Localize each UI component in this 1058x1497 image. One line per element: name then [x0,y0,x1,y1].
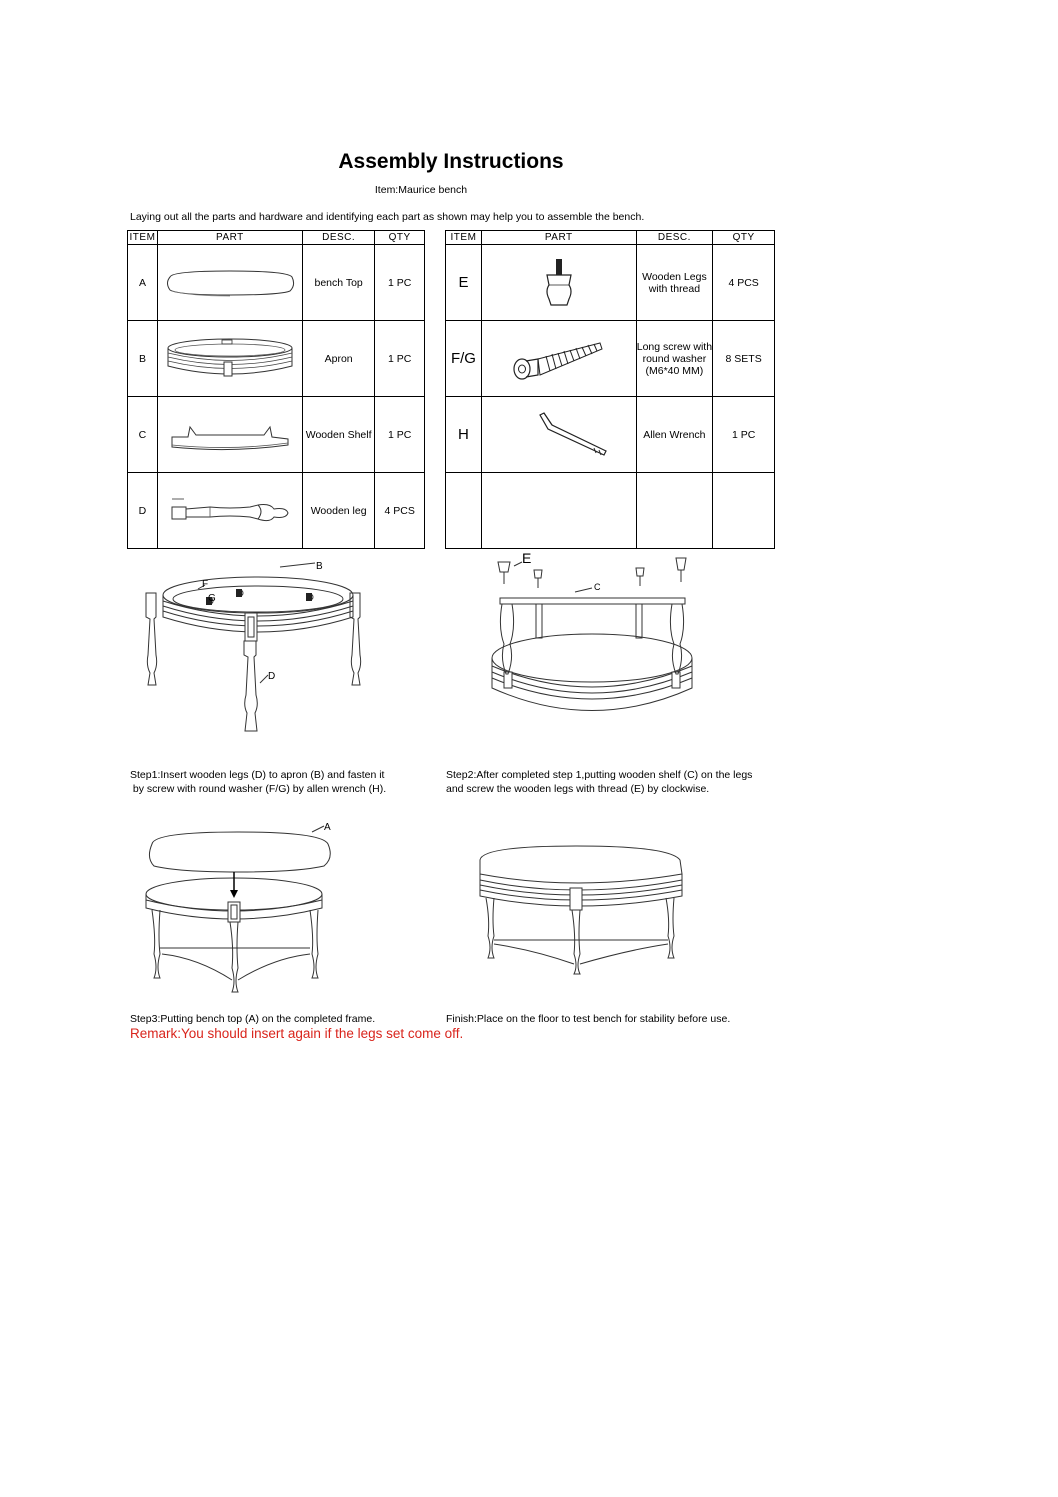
step1-line1: Step1:Insert wooden legs (D) to apron (B) and fasten it [130,769,385,781]
table-row [128,397,425,473]
step1-line2: by screw with round washer (F/G) by allen wrench (H). [130,783,387,795]
step3-caption: Step3:Putting bench top (A) on the completed frame. [130,1013,376,1025]
finish-illustration [470,840,695,990]
part-qty: 1 PC [713,397,775,473]
part-image [481,321,636,397]
wooden-shelf-icon [160,415,300,455]
figure-label-e: E [522,550,532,566]
item-code: E [446,245,482,321]
remark-text: Remark:You should insert again if the legs set come off. [130,1026,464,1041]
page-title: Assembly Instructions [338,150,564,173]
table-row [128,245,425,321]
step3-illustration [138,818,358,998]
figure-label-b: B [316,561,323,572]
step1-illustration [130,555,380,745]
step2-line2: and screw the wooden legs with thread (E) by clockwise. [446,783,710,795]
part-desc: Wooden Legs with thread [636,245,713,321]
step1-caption [130,768,386,796]
header-desc: DESC. [302,231,375,245]
part-image [157,473,302,549]
part-desc: Wooden leg [302,473,375,549]
item-code: D [128,473,158,549]
part-desc: bench Top [302,245,375,321]
table-row [128,473,425,549]
item-code: A [128,245,158,321]
table-row [128,321,425,397]
part-image [481,473,636,549]
item-code: F/G [446,321,482,397]
parts-table-right [445,230,775,549]
item-code: B [128,321,158,397]
part-qty: 4 PCS [713,245,775,321]
bench-top-icon [160,263,300,303]
part-desc: Apron [302,321,375,397]
table-header-row [128,231,425,245]
table-header-row [446,231,775,245]
part-qty: 1 PC [375,321,425,397]
table-row [446,397,775,473]
figure-label-g: G [208,593,216,604]
wooden-leg-icon [160,491,300,531]
item-code: H [446,397,482,473]
part-image [157,397,302,473]
item-code [446,473,482,549]
table-row [446,321,775,397]
header-item: ITEM [446,231,482,245]
header-desc: DESC. [636,231,713,245]
part-desc: Allen Wrench [636,397,713,473]
item-code: C [128,397,158,473]
apron-icon [160,334,300,384]
part-image [481,397,636,473]
figure-label-a: A [324,822,331,833]
table-row [446,473,775,549]
part-image [157,321,302,397]
figure-label-d: D [268,671,276,682]
header-part: PART [157,231,302,245]
threaded-leg-icon [529,253,589,313]
table-row [446,245,775,321]
part-desc [636,473,713,549]
part-desc: Long screw with round washer (M6*40 MM) [636,321,713,397]
finish-caption: Finish:Place on the floor to test bench for stability before use. [446,1013,731,1025]
allen-wrench-icon [504,405,614,465]
part-qty: 4 PCS [375,473,425,549]
parts-table-left [127,230,425,549]
intro-text: Laying out all the parts and hardware and identifying each part as shown may help you to assemble the bench. [130,211,645,223]
part-qty [713,473,775,549]
part-desc: Wooden Shelf [302,397,375,473]
header-item: ITEM [128,231,158,245]
part-image [157,245,302,321]
header-qty: QTY [375,231,425,245]
step2-caption [446,768,752,796]
part-qty: 1 PC [375,397,425,473]
step2-illustration [480,548,710,743]
figure-label-f: F [202,579,209,590]
header-part: PART [481,231,636,245]
item-subtitle: Item:Maurice bench [374,184,468,196]
part-qty: 8 SETS [713,321,775,397]
part-image [481,245,636,321]
figure-label-c: C [594,582,601,592]
step2-line1: Step2:After completed step 1,putting wooden shelf (C) on the legs [446,769,753,781]
header-qty: QTY [713,231,775,245]
part-qty: 1 PC [375,245,425,321]
screw-icon [504,329,614,389]
